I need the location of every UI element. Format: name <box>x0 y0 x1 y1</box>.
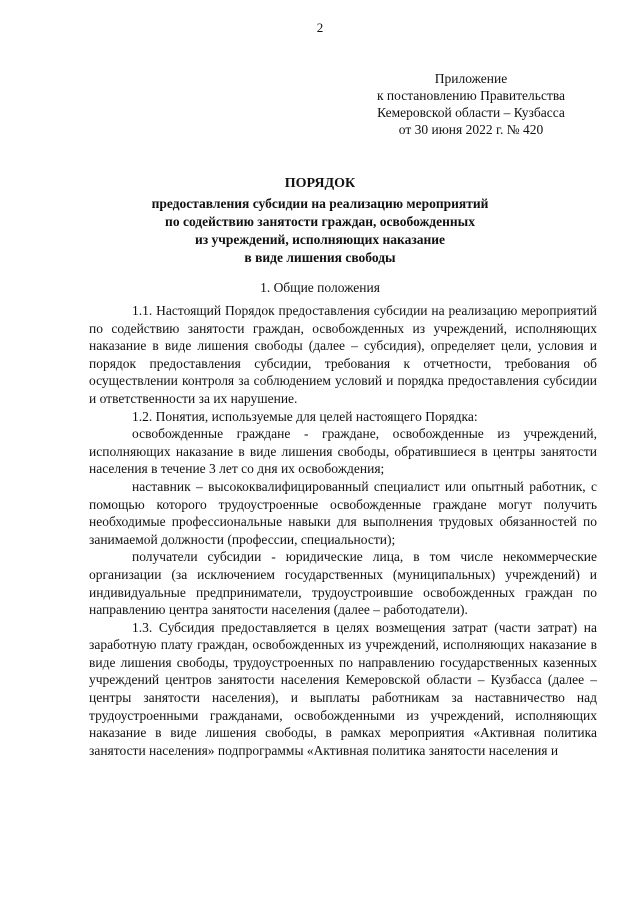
title-main: ПОРЯДОК <box>284 176 356 191</box>
title-line: предоставления субсидии на реализацию мероприятий <box>151 196 489 211</box>
page-number: 2 <box>316 20 324 35</box>
title-line: в виде лишения свободы <box>244 250 396 265</box>
appendix-line: Кемеровской области – Кузбасса <box>377 105 565 120</box>
definition-released-citizens: освобожденные граждане - граждане, освобожденные из учреждений, исполняющих наказание в виде лишения свободы, обратившиеся в центры занятости населения в течение 3 лет со дня их освобождения; <box>89 426 597 477</box>
definition-subsidy-recipients: получатели субсидии - юридические лица, в том числе некоммерческие организации (за исключением государственных (муниципальных) учреждений) и индивидуальные предприниматели, трудоустроившие освобожденных граждан по направлению центра занятости населения (далее – работодатели). <box>89 549 597 618</box>
title-line: по содействию занятости граждан, освобожденных <box>165 214 475 229</box>
appendix-line: Приложение <box>434 71 508 86</box>
body-text <box>89 302 597 759</box>
paragraph-1-1: 1.1. Настоящий Порядок предоставления субсидии на реализацию мероприятий по содействию занятости граждан, освобожденных из учреждений, исполняющих наказание в виде лишения свободы (далее – субсидия), определяет цели, условия и порядок предоставления субсидии, требования к отчетности, требования об осуществлении контроля за соблюдением условий и порядка предоставления субсидии и ответственности за их нарушение. <box>89 303 597 406</box>
section-heading: 1. Общие положения <box>260 280 380 295</box>
appendix-line: к постановлению Правительства <box>376 88 566 103</box>
definition-mentor: наставник – высококвалифицированный специалист или опытный работник, с помощью которого трудоустроенные освобожденные граждане могут получить необходимые профессиональные навыки для выполнения трудовых обязанностей по занимаемой должности (профессии, специальности); <box>89 478 597 547</box>
appendix-date-line: от 30 июня 2022 г. № 420 <box>398 122 544 137</box>
paragraph-1-2: 1.2. Понятия, используемые для целей настоящего Порядка: <box>132 408 478 424</box>
title-line: из учреждений, исполняющих наказание <box>194 232 446 247</box>
document-title <box>0 175 640 267</box>
paragraph-1-3: 1.3. Субсидия предоставляется в целях возмещения затрат (части затрат) на заработную плату граждан, освобожденных из учреждений, исполняющих наказание в виде лишения свободы, трудоустроенных по направлению государственных казенных учреждений центров занятости населения Кемеровской области – Кузбасса (далее – центры занятости населения), и выплаты работникам за наставничество над трудоустроенными гражданами, освобожденными из учреждений, исполняющих наказание в виде лишения свободы, в рамках мероприятия «Активная политика занятости населения» подпрограммы «Активная политика занятости населения и <box>89 619 597 758</box>
appendix-header <box>346 70 596 138</box>
